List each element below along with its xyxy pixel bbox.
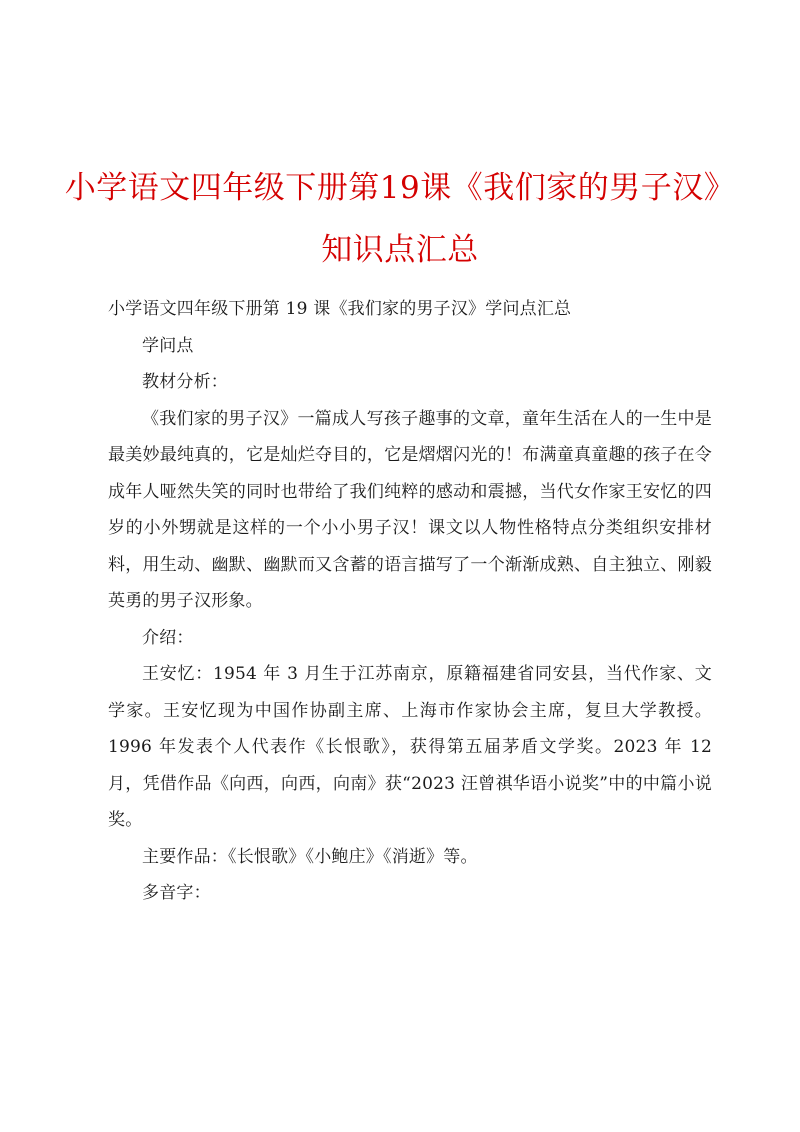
intro-line: 小学语文四年级下册第 19 课《我们家的男子汉》学问点汇总 [108, 299, 572, 319]
title-line-1: 小学语文四年级下册第19课《我们家的男子汉》 [64, 170, 736, 206]
paragraph-analysis: 《我们家的男子汉》一篇成人写孩子趣事的文章，童年生活在人的一生中是最美妙最纯真的，它是灿烂夺目的，它是熠熠闪光的！布满童真童趣的孩子在令成年人哑然失笑的同时也带给了我们纯粹的感动和震撼，当代女作家王安忆的四岁的小外甥就是这样的一个小小男子汉！课文以人物性格特点分类组织安排材料，用生动、幽默、幽默而又含蓄的语言描写了一个渐渐成熟、自主独立、刚毅英勇的男子汉形象。 [108, 408, 712, 611]
heading-polyphone: 多音字： [142, 883, 211, 903]
document-title [60, 157, 740, 281]
heading-intro: 介绍： [142, 627, 194, 648]
title-line-2: 知识点汇总 [321, 232, 479, 268]
document-body [108, 291, 712, 912]
heading-knowledge: 学问点 [142, 335, 194, 356]
paragraph-author: 王安忆：1954 年 3 月生于江苏南京，原籍福建省同安县，当代作家、文学家。王安忆现为中国作协副主席、上海市作家协会主席，复旦大学教授。1996 年发表个人代表作《长恨歌》，获得第五届茅盾文学奖。2023 年 12 月，凭借作品《向西，向西，向南》获“2023 汪曾祺华语小说奖”中的中篇小说奖。 [108, 664, 712, 830]
heading-analysis: 教材分析： [142, 372, 228, 392]
main-works: 主要作品：《长恨歌》《小鲍庄》《消逝》等。 [142, 846, 478, 867]
